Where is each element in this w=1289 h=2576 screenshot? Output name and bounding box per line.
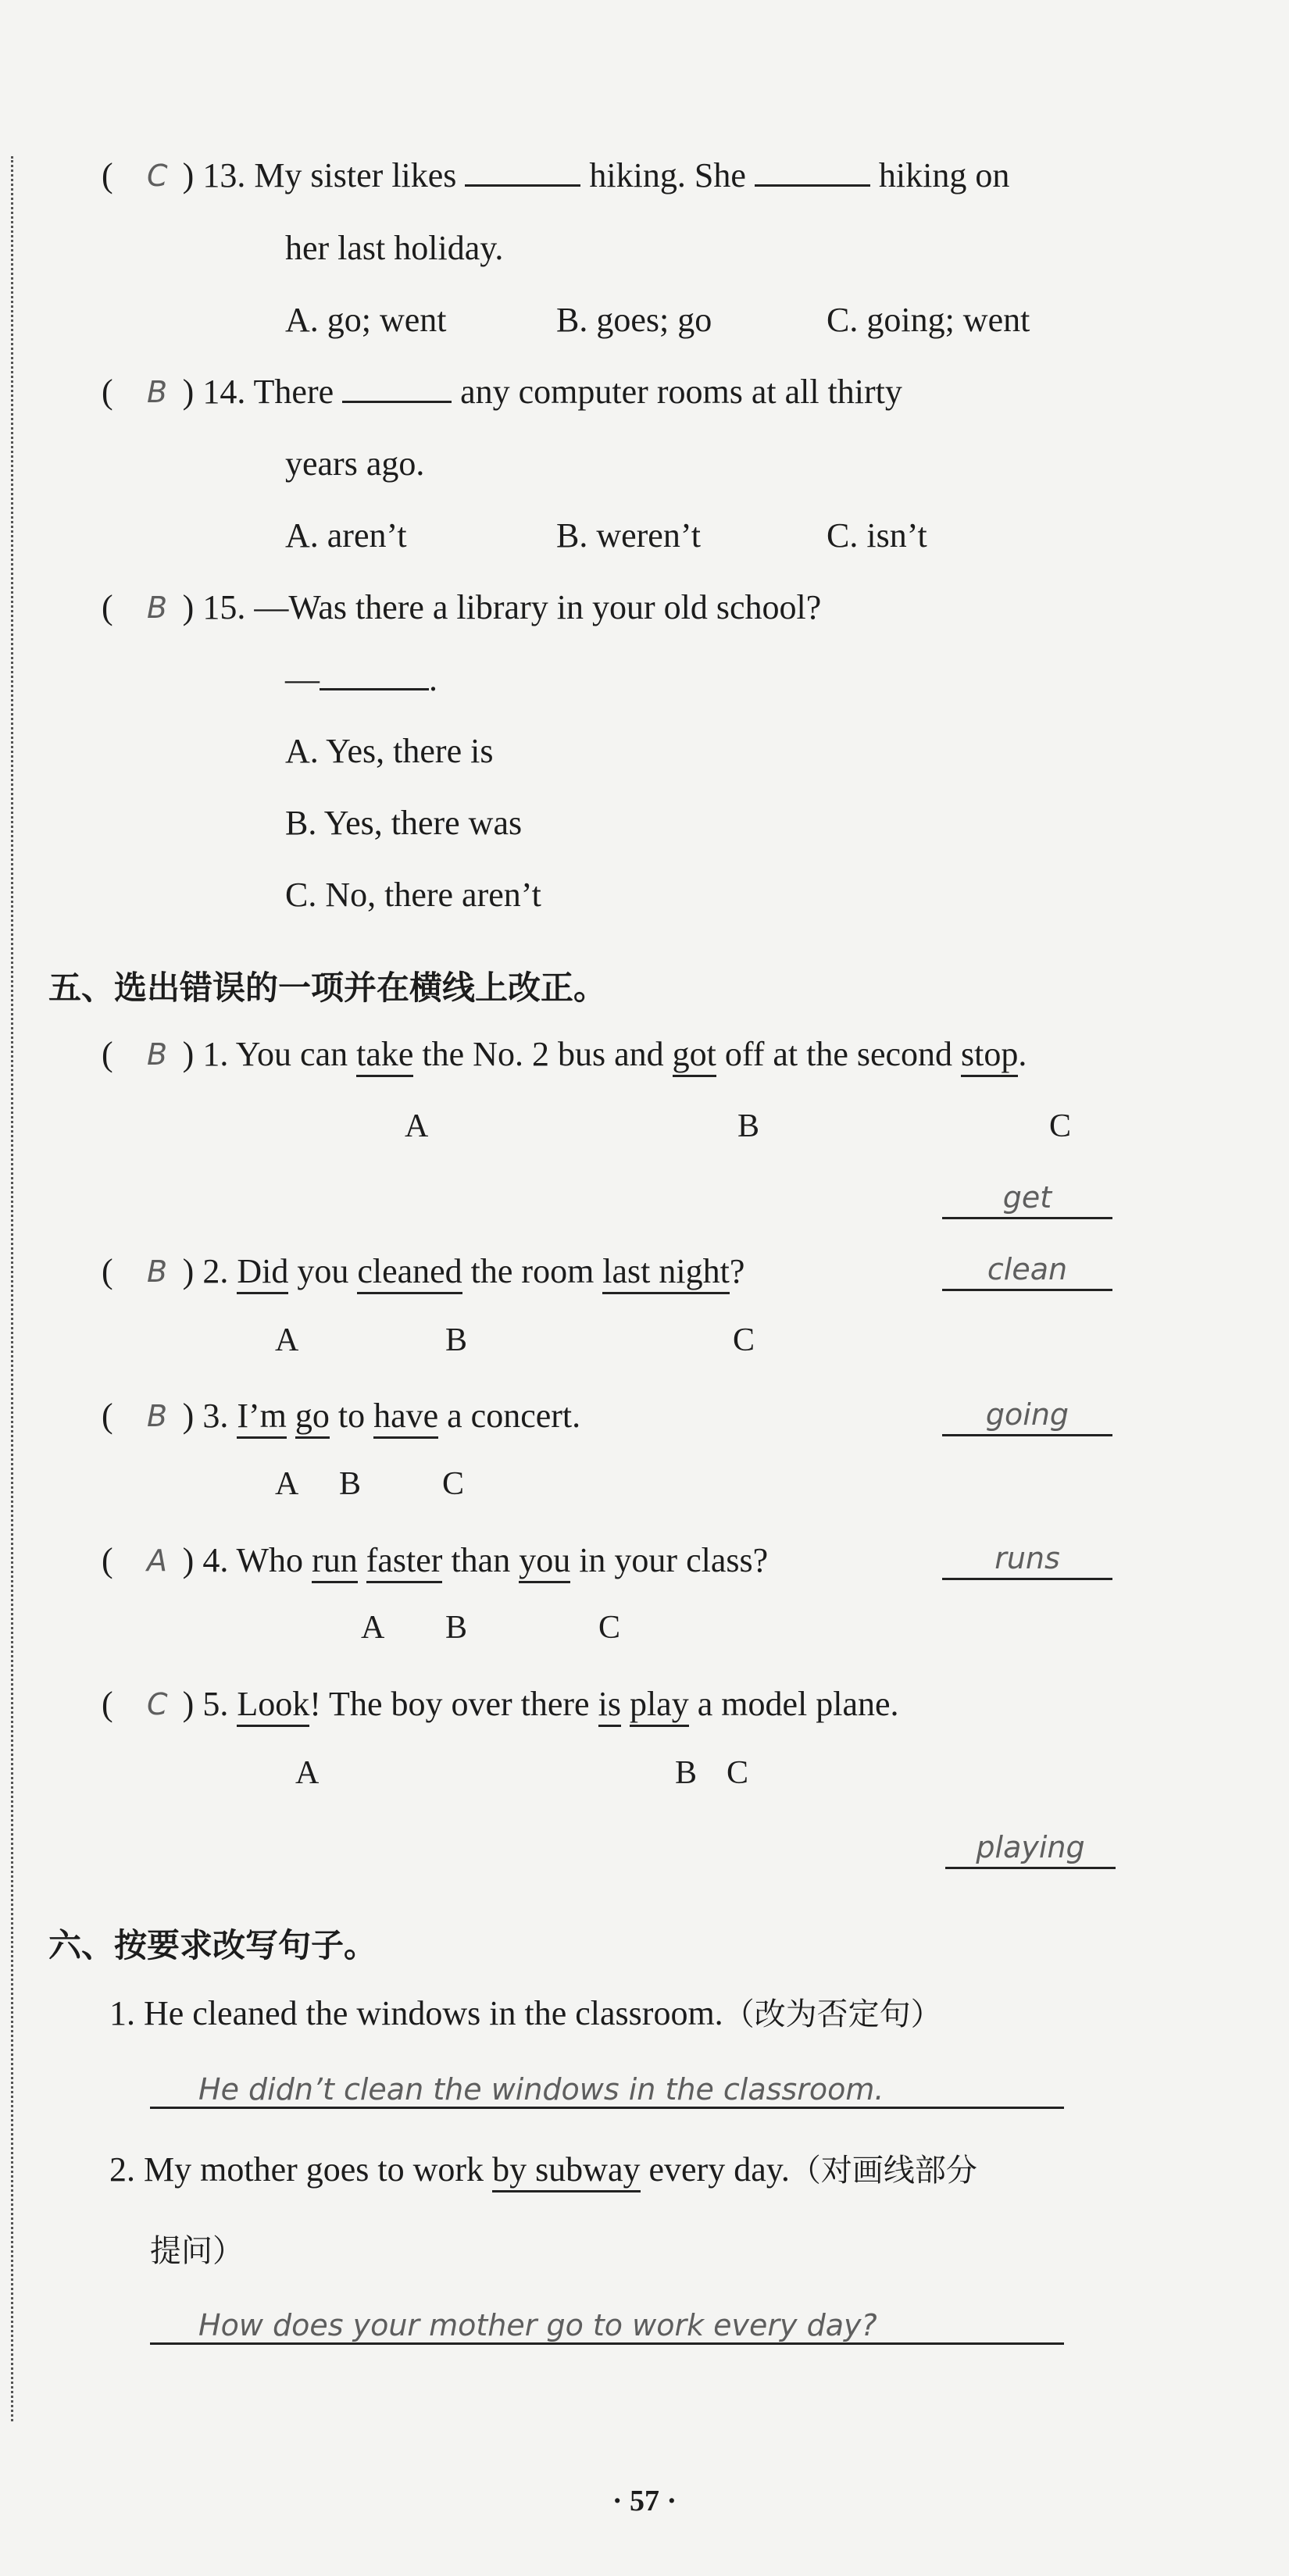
- label-b: B: [737, 1108, 760, 1144]
- q15-reply-line: — .: [285, 656, 437, 703]
- q15-option-c: C. No, there aren’t: [285, 876, 541, 914]
- blank-line: [320, 657, 429, 690]
- question-15: ( B ) 15. —Was there a library in your old school?: [102, 584, 821, 631]
- error-item-2: ( B ) 2. Did you cleaned the room last night?: [102, 1248, 744, 1295]
- error-item-4: ( A ) 4. Who run faster than you in your class?: [102, 1537, 768, 1584]
- q14-answer: B: [147, 375, 168, 409]
- underlined-option-b: got: [673, 1035, 716, 1077]
- q15-option-b: B. Yes, there was: [285, 804, 523, 842]
- q13-option-a: A. go; went: [285, 301, 447, 339]
- section-5-title: 五、选出错误的一项并在横线上改正。: [48, 969, 607, 1007]
- rewrite-question-1: 1. He cleaned the windows in the classroom.（改为否定句）: [109, 1994, 942, 2032]
- item1-answer: B: [147, 1037, 168, 1072]
- underlined-phrase: by subway: [492, 2150, 640, 2192]
- worksheet-page: ( C ) 13. My sister likes hiking. She hiking on her last holiday. A. go; went B. goes; go C. going; went ( B ) 14. There any computer rooms at all thirty years ago. A. aren’t B. weren’t C. isn’t ( B ) 15. —Was there a library in your old school? — . A. Yes, there is B. Yes, there was C. No, there aren’t 五、选出错误的一项并在横线上改正。 ( B ) 1. You can take the No. 2 bus and got off at the second stop. A B C get ( B ) 2. Did you cleaned the room last night? clean A B C ( B ) 3. I’m go to have a concert. going A B C ( A ) 4. Who run faster than you in your class? runs A B C ( C ) 5. Look! The boy over there is play a model plane. A B C playing 六、按要求改写句子。 1. He cleaned the windows in the classroom.（改为否定句） He didn’t clean the windows in the classroom. 2. My mother goes to work by subway every day.（对画线部分 提问） How does your mother go to work every day? · 57 ·: [0, 0, 1289, 2576]
- q14-option-c: C. isn’t: [827, 516, 927, 555]
- item1-correction: get: [942, 1178, 1112, 1219]
- rewrite-answer-2: How does your mother go to work every day?: [150, 2306, 1064, 2345]
- item2-answer: B: [147, 1254, 168, 1289]
- page-number: · 57 ·: [612, 2485, 677, 2517]
- q15-number: 15.: [202, 588, 246, 626]
- section-6-title: 六、按要求改写句子。: [48, 1926, 377, 1964]
- blank-line: [755, 153, 870, 187]
- underlined-option-c: stop: [961, 1035, 1018, 1077]
- item4-correction: runs: [942, 1539, 1112, 1580]
- q13-answer: C: [147, 159, 168, 193]
- rewrite-answer-1: He didn’t clean the windows in the classroom.: [150, 2070, 1064, 2109]
- q15-option-a: A. Yes, there is: [285, 732, 494, 770]
- item3-correction: going: [942, 1395, 1112, 1436]
- label-c: C: [1049, 1108, 1072, 1144]
- q14-line2: years ago.: [285, 444, 425, 483]
- underlined-option-a: take: [356, 1035, 413, 1077]
- answer-paren: (: [102, 156, 113, 194]
- item2-correction: clean: [942, 1250, 1112, 1291]
- question-13: ( C ) 13. My sister likes hiking. She hiking on: [102, 152, 1009, 199]
- item3-answer: B: [147, 1399, 168, 1433]
- rewrite-question-2-note: 提问）: [150, 2233, 244, 2269]
- item5-answer: C: [147, 1687, 168, 1721]
- q13-option-c: C. going; went: [827, 301, 1030, 339]
- item5-correction: playing: [945, 1828, 1116, 1869]
- q14-option-b: B. weren’t: [556, 516, 701, 555]
- item4-answer: A: [147, 1543, 167, 1578]
- q15-answer: B: [147, 590, 168, 625]
- error-item-3: ( B ) 3. I’m go to have a concert.: [102, 1393, 580, 1440]
- label-a: A: [405, 1108, 429, 1144]
- blank-line: [465, 153, 580, 187]
- q14-option-a: A. aren’t: [285, 516, 407, 555]
- q13-line2: her last holiday.: [285, 229, 504, 267]
- q13-option-b: B. goes; go: [556, 301, 712, 339]
- binding-margin-line: [11, 156, 13, 2421]
- rewrite-question-2: 2. My mother goes to work by subway every day.（对画线部分: [109, 2146, 977, 2194]
- question-14: ( B ) 14. There any computer rooms at all thirty: [102, 369, 902, 416]
- q13-number: 13.: [202, 156, 246, 194]
- error-item-1: ( B ) 1. You can take the No. 2 bus and got off at the second stop.: [102, 1031, 1027, 1078]
- error-item-5: ( C ) 5. Look! The boy over there is play a model plane.: [102, 1681, 899, 1728]
- q14-number: 14.: [202, 373, 246, 411]
- blank-line: [342, 369, 452, 403]
